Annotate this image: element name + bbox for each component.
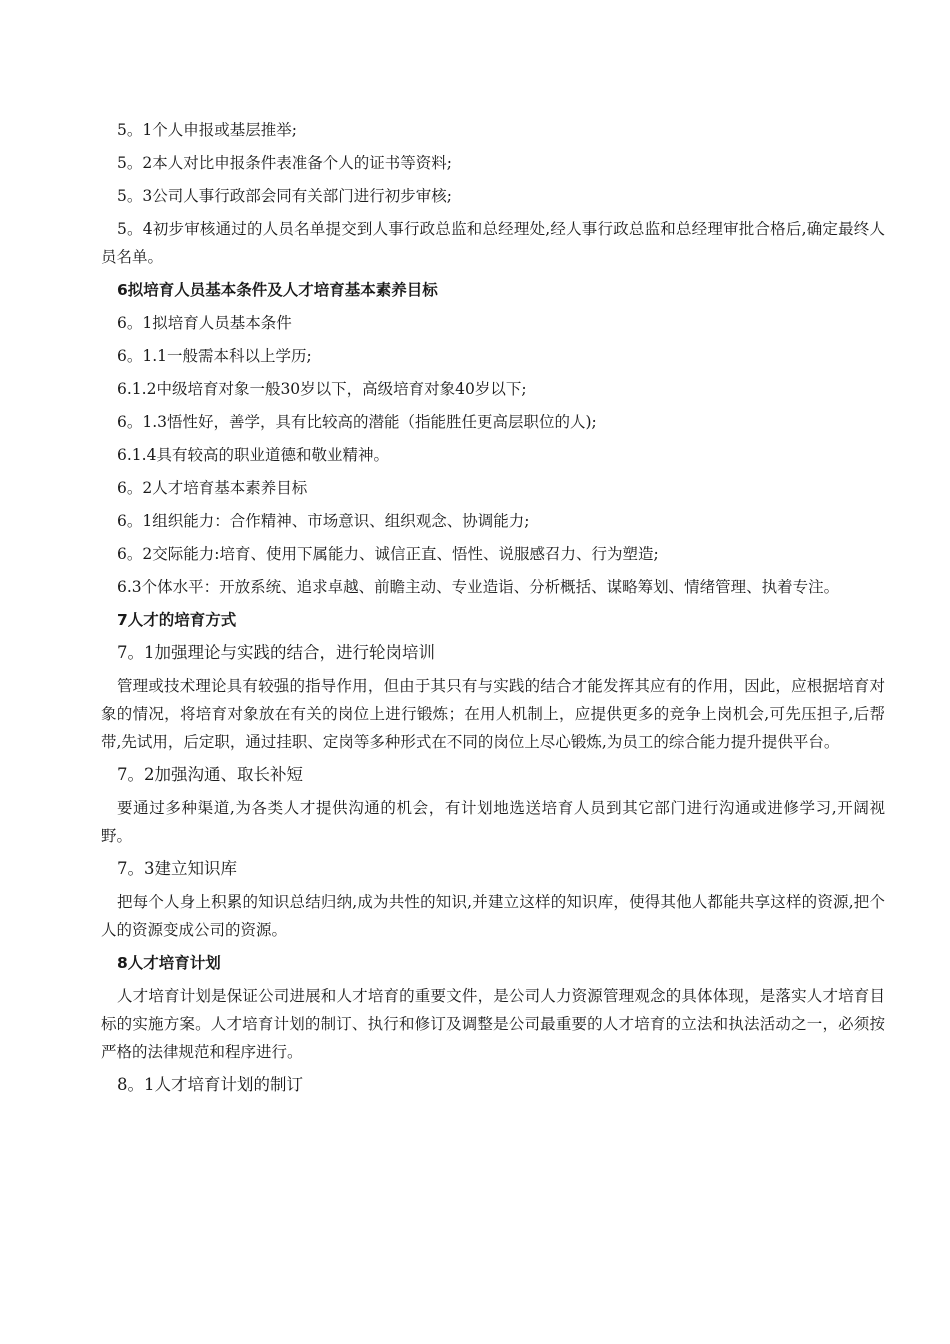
document-page <box>101 116 885 1104</box>
item-5-1: 5。1个人申报或基层推举; <box>117 121 297 139</box>
section-6-heading: 6拟培育人员基本条件及人才培育基本素养目标 <box>117 281 438 299</box>
section-7-heading: 7人才的培育方式 <box>117 611 237 629</box>
subheading-7-3: 7。3建立知识库 <box>117 859 237 878</box>
paragraph-7-2: 要通过多种渠道,为各类人才提供沟通的机会，有计划地选送培育人员到其它部门进行沟通或进修学习,开阔视野。 <box>101 799 885 845</box>
paragraph-7-3: 把每个人身上积累的知识总结归纳,成为共性的知识,并建立这样的知识库，使得其他人都能共享这样的资源,把个人的资源变成公司的资源。 <box>101 893 885 939</box>
item-6-2-2: 6。2交际能力:培育、使用下属能力、诚信正直、悟性、说服感召力、行为塑造; <box>117 545 659 563</box>
item-6-2: 6。2人才培育基本素养目标 <box>117 479 308 497</box>
item-6-1-2: 6.1.2中级培育对象一般30岁以下，高级培育对象40岁以下; <box>117 380 527 398</box>
subheading-7-2: 7。2加强沟通、取长补短 <box>117 765 303 784</box>
paragraph-8: 人才培育计划是保证公司进展和人才培育的重要文件，是公司人力资源管理观念的具体体现，是落实人才培育目标的实施方案。人才培育计划的制订、执行和修订及调整是公司最重要的人才培育的立法和执法活动之一，必须按严格的法律规范和程序进行。 <box>101 987 885 1061</box>
subheading-8-1: 8。1人才培育计划的制订 <box>117 1075 303 1094</box>
item-5-3: 5。3公司人事行政部会同有关部门进行初步审核; <box>117 187 452 205</box>
item-6-3: 6.3个体水平：开放系统、追求卓越、前瞻主动、专业造诣、分析概括、谋略筹划、情绪管理、执着专注。 <box>117 578 840 596</box>
item-6-1-1: 6。1.1一般需本科以上学历; <box>117 347 312 365</box>
item-6-1-4: 6.1.4具有较高的职业道德和敬业精神。 <box>117 446 389 464</box>
item-6-2-1: 6。1组织能力：合作精神、市场意识、组织观念、协调能力; <box>117 512 530 530</box>
subheading-7-1: 7。1加强理论与实践的结合，进行轮岗培训 <box>117 643 435 662</box>
item-5-2: 5。2本人对比申报条件表准备个人的证书等资料; <box>117 154 452 172</box>
item-5-4: 5。4初步审核通过的人员名单提交到人事行政总监和总经理处,经人事行政总监和总经理审批合格后,确定最终人员名单。 <box>101 220 885 266</box>
section-8-heading: 8人才培育计划 <box>117 954 221 972</box>
item-6-1: 6。1拟培育人员基本条件 <box>117 314 292 332</box>
paragraph-7-1: 管理或技术理论具有较强的指导作用，但由于其只有与实践的结合才能发挥其应有的作用，因此，应根据培育对象的情况，将培育对象放在有关的岗位上进行锻炼；在用人机制上，应提供更多的竞争上岗机会,可先压担子,后帮带,先试用，后定职，通过挂职、定岗等多种形式在不同的岗位上尽心锻炼,为员工的综合能力提升提供平台。 <box>101 677 885 751</box>
item-6-1-3: 6。1.3悟性好，善学，具有比较高的潜能（指能胜任更高层职位的人); <box>117 413 597 431</box>
